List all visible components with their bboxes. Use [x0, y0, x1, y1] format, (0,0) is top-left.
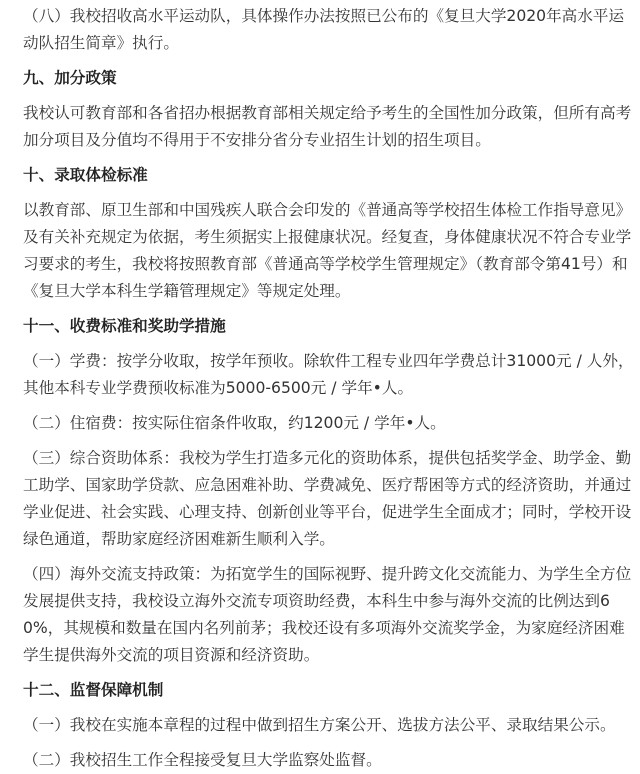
paragraph-line: 工助学、国家助学贷款、应急困难补助、学费减免、医疗帮困等方式的经济资助，并通过 [23, 476, 632, 494]
paragraph [23, 410, 632, 437]
paragraph [23, 712, 632, 739]
paragraph-line: （二）住宿费：按实际住宿条件收取，约1200元 / 学年•人。 [23, 414, 446, 432]
section-heading: 十一、收费标准和奖助学措施 [23, 317, 226, 335]
paragraph [23, 747, 632, 774]
section-heading: 九、加分政策 [23, 69, 117, 87]
paragraph-line: （四）海外交流支持政策：为拓宽学生的国际视野、提升跨文化交流能力、为学生全方位 [23, 565, 632, 583]
paragraph [23, 348, 632, 402]
paragraph-line: 及有关补充规定为依据，考生须据实上报健康状况。经复查，身体健康状况不符合专业学 [23, 228, 632, 246]
paragraph-line: （一）学费：按学分收取，按学年预收。除软件工程专业四年学费总计31000元 / 人外， [23, 352, 634, 370]
paragraph-line: 我校认可教育部和各省招办根据教育部相关规定给予考生的全国性加分政策，但所有高考 [23, 104, 632, 122]
section-heading: 十二、监督保障机制 [23, 681, 164, 699]
paragraph [23, 3, 632, 57]
paragraph-line: 以教育部、原卫生部和中国残疾人联合会印发的《普通高等学校招生体检工作指导意见》 [23, 201, 632, 219]
paragraph [23, 197, 632, 305]
paragraph-line: 发展提供支持，我校设立海外交流专项资助经费，本科生中参与海外交流的比例达到6 [23, 592, 610, 610]
paragraph [23, 100, 632, 154]
paragraph-line: 动队招生简章》执行。 [23, 34, 179, 52]
paragraph-line: 学业促进、社会实践、心理支持、创新创业等平台，促进学生全面成才；同时，学校开设 [23, 503, 632, 521]
paragraph-line: 绿色通道，帮助家庭经济困难新生顺利入学。 [23, 530, 335, 548]
paragraph [23, 561, 632, 669]
paragraph-line: （八）我校招收高水平运动队，具体操作办法按照已公布的《复旦大学2020年高水平运 [23, 7, 625, 25]
paragraph [23, 445, 632, 553]
paragraph-line: 其他本科专业学费预收标准为5000-6500元 / 学年•人。 [23, 379, 414, 397]
paragraph-line: 《复旦大学本科生学籍管理规定》等规定处理。 [23, 282, 351, 300]
paragraph-line: （一）我校在实施本章程的过程中做到招生方案公开、选拔方法公平、录取结果公示。 [23, 716, 616, 734]
paragraph-line: 习要求的考生，我校将按照教育部《普通高等学校学生管理规定》（教育部令第41号）和 [23, 255, 628, 273]
paragraph-line: 0%，其规模和数量在国内名列前茅；我校还设有多项海外交流奖学金，为家庭经济困难 [23, 619, 625, 637]
paragraph-line: 学生提供海外交流的项目资源和经济资助。 [23, 646, 320, 664]
paragraph-line: （二）我校招生工作全程接受复旦大学监察处监督。 [23, 751, 382, 769]
section-heading: 十、录取体检标准 [23, 166, 148, 184]
paragraph-line: 加分项目及分值均不得用于不安排分省分专业招生计划的招生项目。 [23, 131, 491, 149]
paragraph-line: （三）综合资助体系：我校为学生打造多元化的资助体系，提供包括奖学金、助学金、勤 [23, 449, 632, 467]
